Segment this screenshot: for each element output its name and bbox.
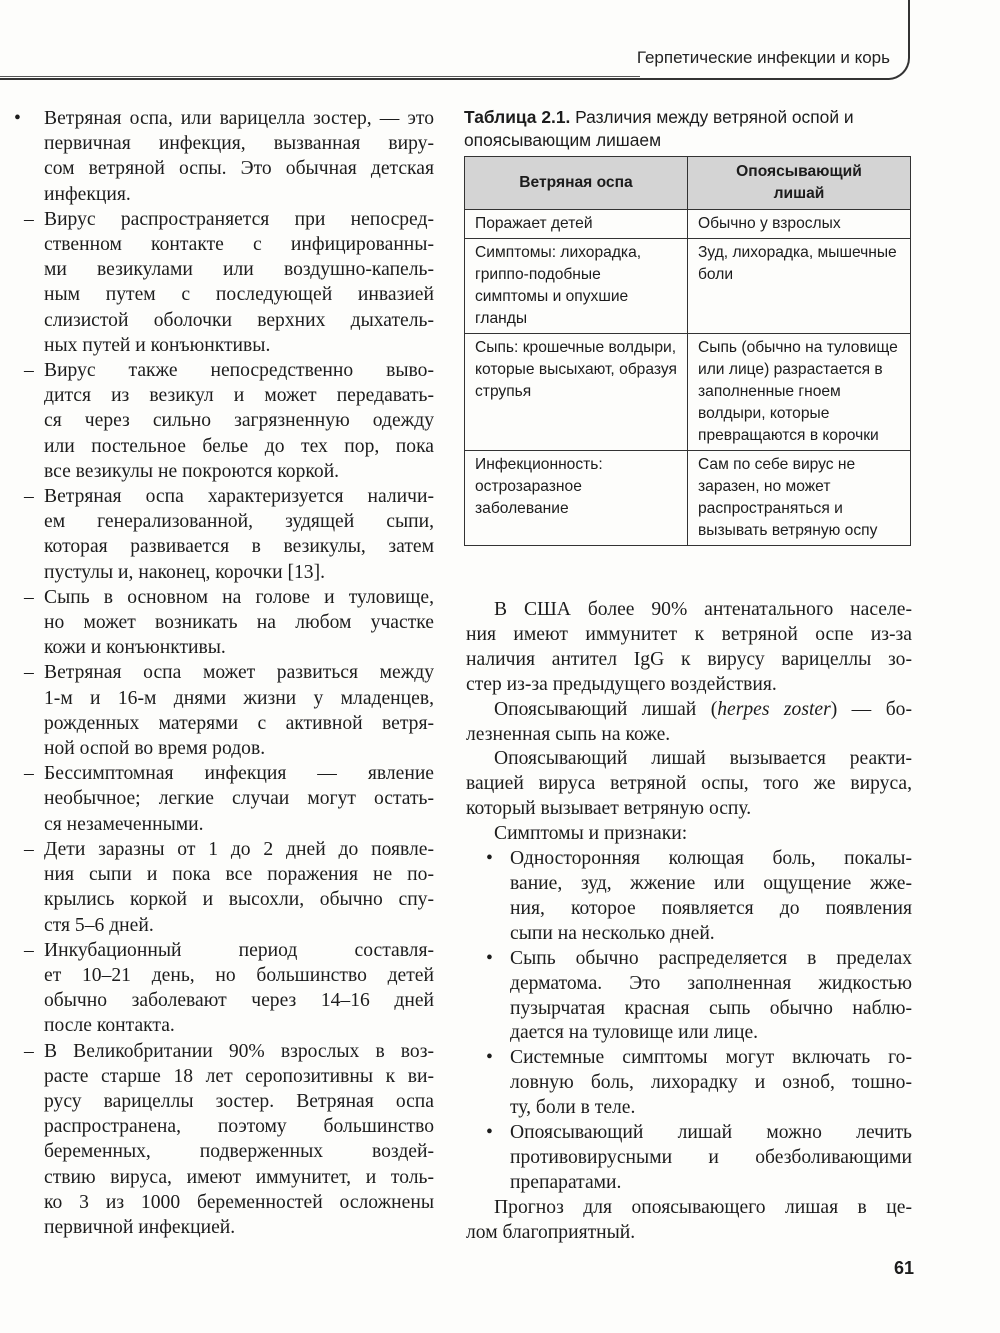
- text-line: расте старше 18 лет серопозитивны к ви-: [44, 1065, 434, 1087]
- text-line: В США более 90% антенатального населе-: [494, 599, 912, 620]
- text-line: Системные симптомы могут включать го-: [510, 1047, 912, 1069]
- text-line: лом благоприятный.: [466, 1221, 636, 1243]
- text-line: инфекция.: [44, 183, 131, 205]
- text-line: ем генерализованной, зудящей сыпи,: [44, 511, 434, 533]
- text-line: обычно заболевают через 14–16 дней: [44, 990, 434, 1012]
- text-line: ния сыпи и пока все поражения не по-: [44, 864, 434, 886]
- text-line: вание, зуд, жжение или ощущение жже-: [510, 872, 912, 894]
- dash-marker: –: [24, 763, 34, 785]
- text-line: Сыпь в основном на голове и туловище,: [44, 586, 434, 608]
- chickenpox-cell: Симптомы: лихорадка, гриппо-подобные симптомы и опухшие гланды: [465, 239, 688, 334]
- table-caption-label: Таблица 2.1.: [464, 107, 571, 127]
- text-line: Бессимптомная инфекция — явление: [44, 763, 434, 785]
- bullet-item: [466, 1046, 912, 1121]
- running-header-frame: [0, 0, 910, 80]
- page-number: 61: [894, 1258, 915, 1278]
- left-column: [14, 106, 434, 1240]
- text-line: Ветряная оспа, или варицелла зостер, — это: [44, 108, 434, 129]
- text-line: ся через сильно загрязненную одежду: [44, 410, 434, 432]
- paragraph: [466, 1196, 912, 1246]
- dash-item: [14, 358, 434, 484]
- dash-marker: –: [24, 838, 34, 860]
- dash-item: [14, 660, 434, 761]
- text-line: Ветряная оспа характеризуется наличи-: [44, 486, 434, 508]
- text-line: русу варицеллы зостер. Ветряная оспа: [44, 1090, 434, 1112]
- dash-item: [14, 938, 434, 1039]
- text-line: В Великобритании 90% взрослых в воз-: [44, 1040, 434, 1062]
- bullet-item: [14, 106, 434, 207]
- text-line: первичная инфекция, вызванная виру-: [44, 133, 434, 155]
- dash-marker: –: [24, 486, 34, 508]
- text-line: Симптомы и признаки:: [494, 823, 688, 845]
- right-column: [466, 598, 912, 1246]
- text-line: Вирус распространяется при непосред-: [44, 208, 434, 230]
- text-line: необычное; легкие случаи могут остать-: [44, 788, 434, 810]
- chickenpox-cell: Сыпь: крошечные волдыри, которые высыхают, образуя струпья: [465, 334, 688, 451]
- bullet-marker: •: [486, 848, 493, 870]
- text-line: наличия антител IgG к вирусу варицеллы зо-: [466, 648, 912, 670]
- text-line: ной оспой во время родов.: [44, 738, 266, 760]
- paragraph: [466, 698, 912, 748]
- bullet-marker: •: [486, 947, 493, 969]
- text-line: сом ветряной оспы. Это обычная детская: [44, 158, 434, 180]
- text-line: которая развивается в везикулы, затем: [44, 536, 434, 558]
- bullet-item: [466, 947, 912, 1047]
- text-line: распространена, поэтому большинство: [44, 1116, 434, 1138]
- text-line: 1-м и 16-м днями жизни у младенцев,: [44, 687, 434, 709]
- text-line: ния, которое появляется до появления: [510, 897, 912, 919]
- dash-item: [14, 484, 434, 585]
- text-line: после контакта.: [44, 1015, 175, 1037]
- text-line: ми везикулами или воздушно-капель-: [44, 259, 434, 281]
- text-line: препаратами.: [510, 1171, 622, 1193]
- text-line: ния имеют иммунитет к ветряной оспе из-за: [466, 623, 912, 645]
- text-line: Опоясывающий лишай вызывается реакти-: [494, 748, 912, 770]
- text-line: дится из везикул и может передавать-: [44, 385, 434, 407]
- text-line: дается на туловище или лице.: [510, 1022, 759, 1044]
- dash-marker: –: [24, 939, 34, 961]
- table-row: [465, 239, 911, 334]
- dash-item: [14, 585, 434, 661]
- paragraph: [466, 598, 912, 698]
- text-line: стер из-за предыдущего воздействия.: [466, 673, 777, 695]
- shingles-cell: Сам по себе вирус не заразен, но может распространяться и вызывать ветряную оспу: [688, 451, 911, 546]
- table-caption: [464, 106, 914, 152]
- bullet-marker: •: [486, 1122, 493, 1144]
- text-line: Опоясывающий лишай можно лечить: [510, 1122, 912, 1144]
- text-line: ся незамеченными.: [44, 813, 204, 835]
- table-row: [465, 451, 911, 546]
- text-line: рожденных матерями с активной ветря-: [44, 712, 434, 734]
- text-line: противовирусными и обезболивающими: [510, 1146, 912, 1168]
- text-line: дерматома. Это заполненная жидкостью: [510, 972, 912, 994]
- text-line: ным путем с последующей инвазией: [44, 284, 434, 306]
- comparison-table: [464, 156, 911, 546]
- text-line: сыпи на несколько дней.: [510, 922, 715, 944]
- text-line: Вирус также непосредственно выво-: [44, 360, 434, 382]
- dash-item: [14, 761, 434, 837]
- table-header-row: [465, 157, 911, 210]
- table-caption-text: Различия между ветряной оспой и опоясывающим лишаем: [464, 107, 854, 150]
- text-line: ту, боли в теле.: [510, 1097, 636, 1119]
- dash-item: [14, 1039, 434, 1241]
- text-line: стя 5–6 дней.: [44, 914, 154, 936]
- chickenpox-cell: Инфекционность: острозаразное заболевание: [465, 451, 688, 546]
- bullet-marker: •: [14, 108, 21, 129]
- text-line: Односторонняя колющая боль, покалы-: [510, 848, 912, 870]
- text-line: кожи и конъюнктивы.: [44, 637, 226, 659]
- dash-item: [14, 837, 434, 938]
- bullet-item: [466, 847, 912, 947]
- dash-item: [14, 207, 434, 358]
- text-line: но может возникать на любом участке: [44, 612, 434, 634]
- shingles-cell: Сыпь (обычно на туловище или лице) разрастается в заполненные гноем волдыри, которые превращаются в корочки: [688, 334, 911, 451]
- text-line: пузырчатая красная сыпь обычно наблю-: [510, 997, 912, 1019]
- text-line: Инкубационный период составля-: [44, 939, 434, 961]
- bullet-marker: •: [486, 1047, 493, 1069]
- dash-marker: –: [24, 586, 34, 608]
- text-line: или постельное белье до тех пор, пока: [44, 435, 434, 457]
- text-line: вацией вируса ветряной оспы, того же вируса,: [466, 773, 912, 795]
- header-shingles: Опоясывающий лишай: [688, 157, 911, 210]
- text-line: ственном контакте с инфицированны-: [44, 234, 434, 256]
- text-line: ствию вируса, имеют иммунитет, и толь-: [44, 1166, 434, 1188]
- dash-marker: –: [24, 662, 34, 684]
- text-line: Сыпь обычно распределяется в пределах: [510, 947, 912, 969]
- dash-marker: –: [24, 1040, 34, 1062]
- text-line: слизистой оболочки верхних дыхатель-: [44, 309, 434, 331]
- header-chickenpox: Ветряная оспа: [465, 157, 688, 210]
- text-line: беременных, подверженных воздей-: [44, 1141, 434, 1163]
- text-line: все везикулы не покроются коркой.: [44, 460, 340, 482]
- paragraph: [466, 747, 912, 822]
- text-line: крылись коркой и высохли, обычно спу-: [44, 889, 434, 911]
- text-line: Опоясывающий лишай (herpes zoster) — бо-: [494, 698, 912, 720]
- chickenpox-cell: Поражает детей: [465, 210, 688, 239]
- paragraph: [466, 822, 912, 847]
- table-row: [465, 334, 911, 451]
- header-divider: [0, 76, 640, 77]
- text-line: лезненная сыпь на коже.: [466, 723, 671, 745]
- text-line: ловную боль, лихорадку и озноб, тошно-: [510, 1072, 912, 1094]
- dash-marker: –: [24, 208, 34, 230]
- shingles-cell: Обычно у взрослых: [688, 210, 911, 239]
- bullet-item: [466, 1121, 912, 1196]
- text-line: первичной инфекцией.: [44, 1216, 236, 1238]
- running-header-title: Герпетические инфекции и корь: [636, 48, 890, 67]
- text-line: ет 10–21 день, но большинство детей: [44, 964, 434, 986]
- text-line: Прогноз для опоясывающего лишая в це-: [494, 1196, 912, 1218]
- text-line: который вызывает ветряную оспу.: [466, 798, 752, 820]
- text-line: пустулы и, наконец, корочки [13].: [44, 561, 326, 583]
- shingles-cell: Зуд, лихорадка, мышечные боли: [688, 239, 911, 334]
- text-line: Дети заразны от 1 до 2 дней до появле-: [44, 838, 434, 860]
- text-line: ных путей и конъюнктивы.: [44, 334, 271, 356]
- text-line: Ветряная оспа может развиться между: [44, 662, 434, 684]
- text-line: ко 3 из 1000 беременностей осложнены: [44, 1191, 434, 1213]
- table-row: [465, 210, 911, 239]
- dash-marker: –: [24, 360, 34, 382]
